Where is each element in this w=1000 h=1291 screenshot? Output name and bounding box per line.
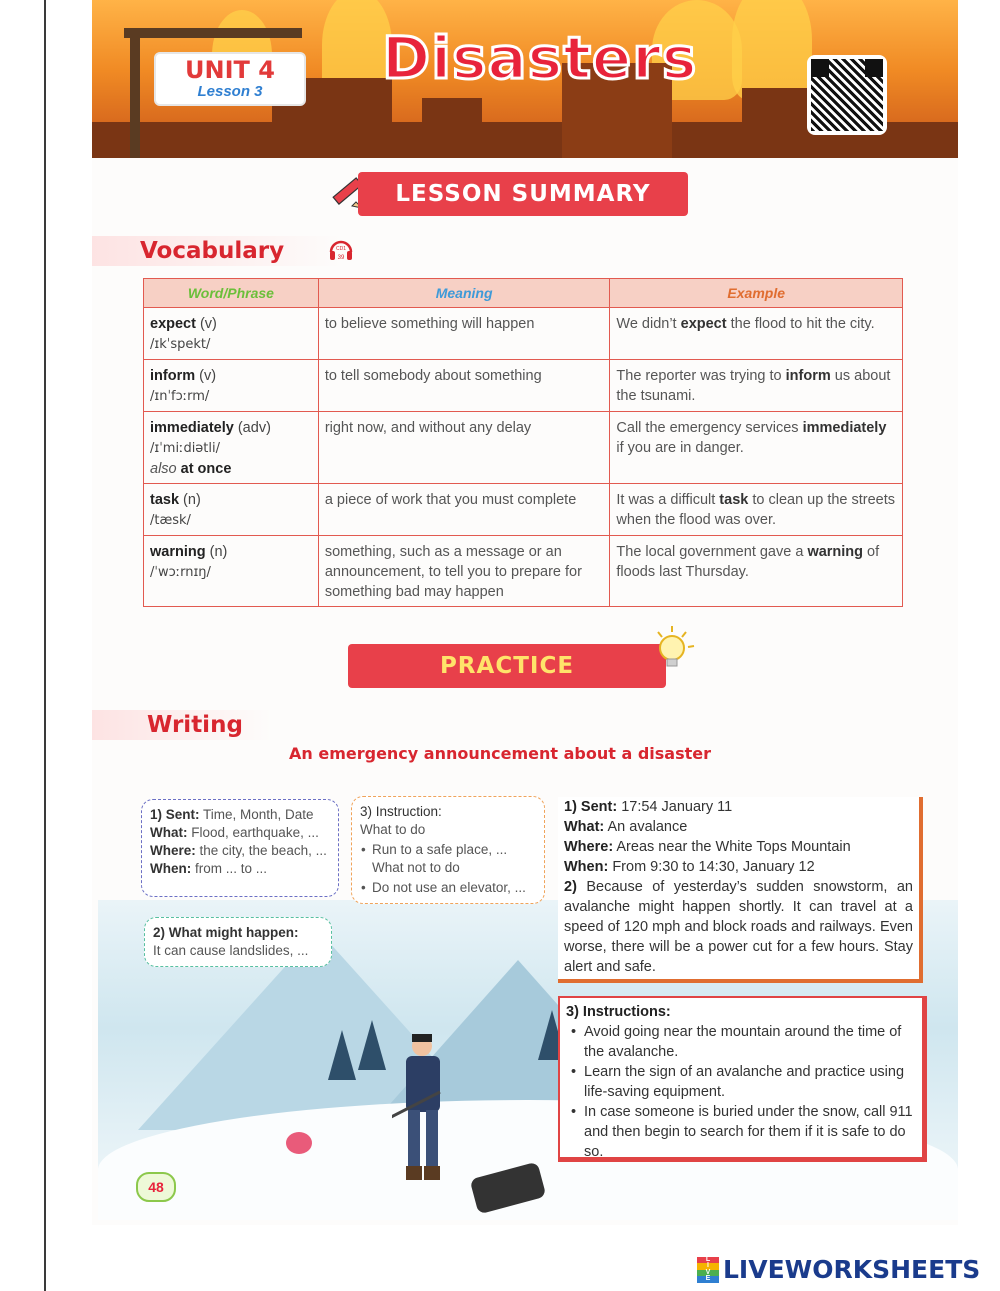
unit-header-banner xyxy=(92,0,958,158)
table-row xyxy=(144,308,903,360)
table-row xyxy=(144,412,903,484)
word: immediately xyxy=(150,420,234,436)
practice-ribbon: PRACTICE xyxy=(348,644,666,688)
example-cell xyxy=(610,484,903,536)
example-value: From 9:30 to 14:30, January 12 xyxy=(608,859,815,875)
example-cell xyxy=(610,536,903,607)
word: warning xyxy=(150,544,206,560)
page-title: Disasters xyxy=(382,24,698,92)
part-of-speech: (v) xyxy=(195,368,217,384)
flame-decoration xyxy=(732,0,812,100)
example-keyword: task xyxy=(719,492,749,508)
note-label: 1) Sent: xyxy=(150,807,200,822)
guide-note-sent xyxy=(141,799,339,897)
column-header-example: Example xyxy=(610,279,903,308)
example-cell xyxy=(610,360,903,412)
example-instructions xyxy=(558,996,927,1162)
list-item: • In case someone is buried under the snow, call 911 and then begin to search for them if it is safe to do so. xyxy=(584,1102,916,1162)
example-cell xyxy=(610,412,903,484)
building-ruin xyxy=(422,98,482,158)
writing-subtitle: An emergency announcement about a disaster xyxy=(289,744,711,763)
example-text: Call the emergency services xyxy=(616,420,803,436)
word-cell xyxy=(144,484,319,536)
meaning-cell: right now, and without any delay xyxy=(318,412,610,484)
logo-letter: L xyxy=(697,1257,719,1264)
note-label: 2) What might happen: xyxy=(153,925,299,940)
logo-letter: V xyxy=(697,1270,719,1277)
note-subhead: What to do xyxy=(360,822,426,837)
note-value: the city, the beach, ... xyxy=(195,843,327,858)
brand-name: LIVEWORKSHEETS xyxy=(723,1255,981,1284)
note-subhead: What not to do xyxy=(372,860,460,875)
note-list xyxy=(360,841,536,859)
lesson-label: Lesson 3 xyxy=(197,83,263,100)
svg-text:39: 39 xyxy=(337,255,345,261)
scan-edge-line xyxy=(44,0,46,1291)
example-text: to clean up the streets when the flood was over. xyxy=(616,492,896,528)
example-text: the flood to hit the city. xyxy=(726,316,875,332)
guide-note-instruction xyxy=(351,796,545,904)
note-label: Where: xyxy=(150,843,196,858)
pine-tree xyxy=(328,1030,356,1080)
part-of-speech: (adv) xyxy=(233,420,271,436)
example-keyword: inform xyxy=(785,368,831,384)
example-value: An avalance xyxy=(604,819,688,835)
example-keyword: immediately xyxy=(802,420,887,436)
example-label: When: xyxy=(564,859,609,875)
part-of-speech: (n) xyxy=(205,544,228,560)
note-value: Flood, earthquake, ... xyxy=(187,825,319,840)
table-row xyxy=(144,484,903,536)
vocabulary-table xyxy=(143,278,903,607)
list-item: • Do not use an elevator, ... xyxy=(372,879,536,897)
example-announcement xyxy=(558,797,923,983)
example-value: 17:54 January 11 xyxy=(617,799,733,815)
example-text: of floods last Thursday. xyxy=(616,544,880,580)
logo-letter: E xyxy=(697,1276,719,1283)
note-value: Time, Month, Date xyxy=(199,807,314,822)
page-number: 48 xyxy=(136,1172,176,1202)
meaning-cell: to tell somebody about something xyxy=(318,360,610,412)
brand-logo-icon xyxy=(697,1257,719,1283)
part-of-speech: (v) xyxy=(195,316,217,332)
example-keyword: expect xyxy=(680,316,727,332)
example-text: The reporter was trying to xyxy=(616,368,786,384)
qr-code-icon[interactable] xyxy=(807,55,887,135)
word-cell xyxy=(144,308,319,360)
writing-heading: Writing xyxy=(147,712,243,738)
word: expect xyxy=(150,316,196,332)
phonetic: /ɪkˈspekt/ xyxy=(150,337,211,352)
liveworksheets-logo[interactable] xyxy=(697,1255,980,1284)
meaning-cell: to believe something will happen xyxy=(318,308,610,360)
word-cell xyxy=(144,360,319,412)
buried-child xyxy=(286,1132,312,1154)
unit-label: UNIT 4 xyxy=(185,56,275,84)
note-list xyxy=(360,879,536,897)
note-value: from ... to ... xyxy=(191,861,268,876)
vocabulary-heading: Vocabulary xyxy=(140,238,285,264)
example-paragraph: Because of yesterday’s sudden snowstorm, an avalanche might happen shortly. It can travel at a speed of 120 mph and block roads and railways. Even worse, there will be a power cut for a few hours. Stay alert and safe. xyxy=(564,879,913,975)
pine-tree xyxy=(358,1020,386,1070)
column-header-word: Word/Phrase xyxy=(144,279,319,308)
example-keyword: warning xyxy=(807,544,864,560)
example-cell xyxy=(610,308,903,360)
note-label: 3) Instruction: xyxy=(360,804,442,819)
word: inform xyxy=(150,368,196,384)
example-text: It was a difficult xyxy=(616,492,720,508)
unit-sign xyxy=(154,52,306,106)
svg-text:CD1: CD1 xyxy=(335,246,347,252)
synonym: at once xyxy=(176,461,232,477)
logo-letter: I xyxy=(697,1263,719,1270)
meaning-cell: something, such as a message or an announcement, to tell you to prepare for something bad may happen xyxy=(318,536,610,607)
rescuer-figure xyxy=(392,1032,462,1192)
lesson-summary-ribbon: LESSON SUMMARY xyxy=(358,172,688,216)
example-label: 2) xyxy=(564,879,577,895)
example-label: 1) Sent: xyxy=(564,799,618,815)
list-item: • Avoid going near the mountain around the time of the avalanche. xyxy=(584,1022,916,1062)
note-label: What: xyxy=(150,825,188,840)
table-header-row xyxy=(144,279,903,308)
part-of-speech: (n) xyxy=(179,492,201,508)
lightbulb-icon xyxy=(650,622,698,674)
example-text: We didn’t xyxy=(616,316,681,332)
guide-note-what-might-happen xyxy=(144,917,332,967)
example-label: 3) Instructions: xyxy=(566,1004,671,1020)
example-value: Areas near the White Tops Mountain xyxy=(613,839,851,855)
word-cell xyxy=(144,412,319,484)
meaning-cell: a piece of work that you must complete xyxy=(318,484,610,536)
phonetic: /tæsk/ xyxy=(150,513,191,528)
signpost-pole xyxy=(130,28,140,158)
example-text: The local government gave a xyxy=(616,544,808,560)
word: task xyxy=(150,492,180,508)
also-label: also xyxy=(150,461,177,477)
note-value: It can cause landslides, ... xyxy=(153,943,309,958)
column-header-meaning: Meaning xyxy=(318,279,610,308)
example-text: us about the tsunami. xyxy=(616,368,891,404)
example-label: Where: xyxy=(564,839,614,855)
instruction-list xyxy=(566,1022,916,1162)
phonetic: /ɪˈmiːdiətli/ xyxy=(150,441,221,456)
note-label: When: xyxy=(150,861,192,876)
signpost-beam xyxy=(124,28,302,38)
audio-cd-icon[interactable] xyxy=(328,238,354,264)
table-row xyxy=(144,360,903,412)
list-item: • Run to a safe place, ... xyxy=(372,841,536,859)
example-label: What: xyxy=(564,819,605,835)
phonetic: /ˈwɔːrnɪŋ/ xyxy=(150,565,211,580)
list-item: • Learn the sign of an avalanche and practice using life-saving equipment. xyxy=(584,1062,916,1102)
word-cell xyxy=(144,536,319,607)
example-text: if you are in danger. xyxy=(616,440,744,456)
table-row xyxy=(144,536,903,607)
phonetic: /ɪnˈfɔːrm/ xyxy=(150,389,210,404)
